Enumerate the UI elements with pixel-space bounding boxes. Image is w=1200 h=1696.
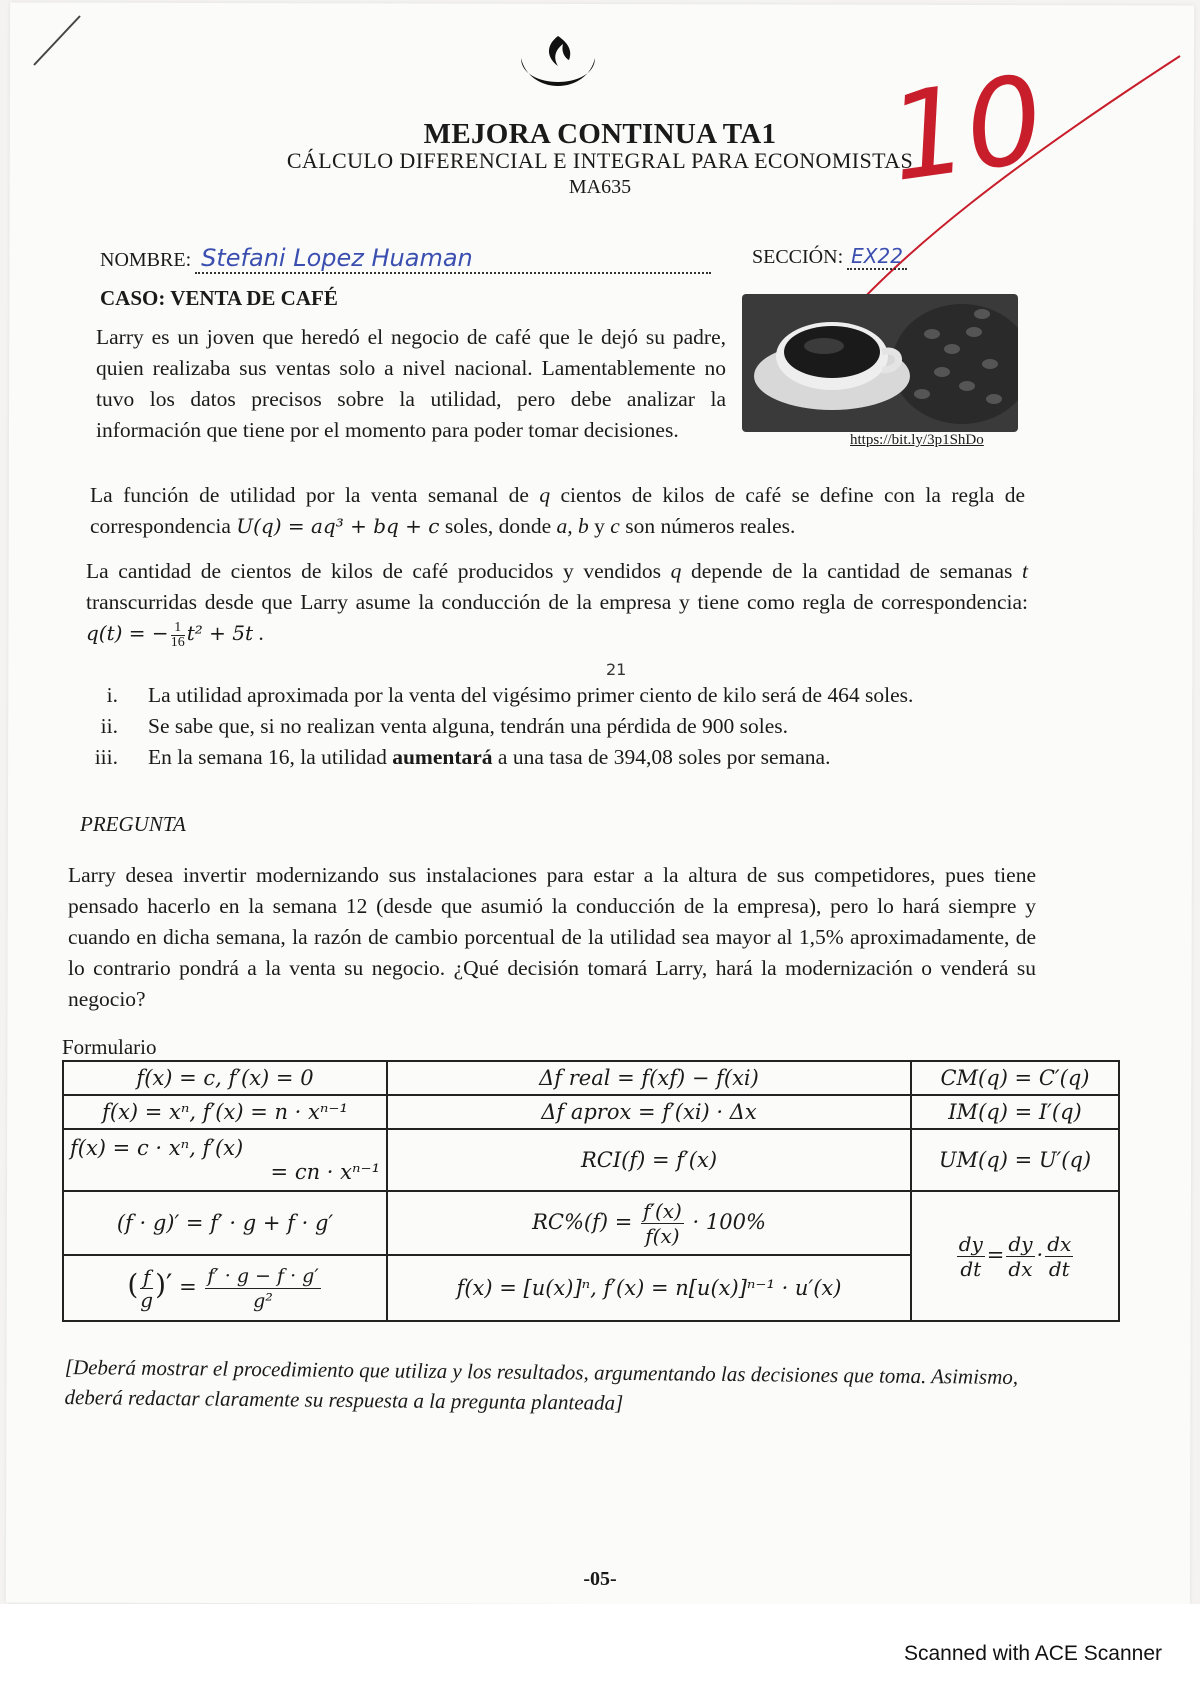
p1-vars-ab: a, b — [556, 514, 589, 538]
formula-table — [62, 1060, 1120, 1322]
p1-text-c: cientos de kilos de café se define con la regla de correspondencia — [90, 483, 1025, 538]
university-logo — [513, 28, 603, 104]
table-row — [63, 1095, 1119, 1129]
coffee-photo — [742, 294, 1018, 432]
p2-var-t: t — [1022, 559, 1029, 583]
formula-cell: RCI(f) = f′(x) — [387, 1129, 911, 1191]
p2-end: . — [252, 621, 264, 645]
doc-title: MEJORA CONTINUA TA1 — [423, 118, 777, 150]
p1-text-h: son números reales. — [619, 514, 796, 538]
p2-text-a: La cantidad de cientos de kilos de café producidos y vendidos — [86, 559, 671, 583]
name-row — [100, 244, 720, 278]
formula-cell: (f · g)′ = f′ · g + f · g′ — [63, 1191, 387, 1255]
p1-var-q: q — [539, 483, 551, 507]
fraction-1-16: $\frac{1}{16}$ — [170, 619, 185, 650]
table-row — [63, 1061, 1119, 1095]
formula-cell: CM(q) = C′(q) — [911, 1061, 1119, 1095]
formula-cell-quotient: ( $\frac{f}{g}$ )′ = $\frac{f' \cdot g - f \cdot g'}{\text{g²}}$ — [63, 1255, 387, 1321]
formula-cell-power-rule: f(x) = [u(x)]ⁿ, f′(x) = n[u(x)]ⁿ⁻¹ · u′(x) — [387, 1255, 911, 1321]
quantity-formula-a: q(t) = − — [86, 621, 169, 645]
formula-cell: UM(q) = U′(q) — [911, 1129, 1119, 1191]
utility-formula: U(q) = aq³ + bq + c — [236, 514, 440, 538]
formula-cell: IM(q) = I′(q) — [911, 1095, 1119, 1129]
question-heading: PREGUNTA — [80, 812, 186, 836]
table-row — [63, 1191, 1119, 1255]
formula-cell: Δf aprox = f′(xi) · Δx — [387, 1095, 911, 1129]
formula-cell-chain-rule: $\frac{dy}{dt}$ = $\frac{dy}{dx}$ · $\frac{dx}{dt}$ — [911, 1191, 1119, 1321]
quantity-function-paragraph — [86, 556, 1028, 650]
p1-text-a: La función de utilidad por la venta semanal de — [90, 483, 540, 507]
list-item: iii. En la semana 16, la utilidad aumentará a una tasa de 394,08 soles por semana. — [94, 745, 831, 769]
list-item: i. La utilidad aproximada por la venta del vigésimo primer ciento de kilo será de 464 soles. — [106, 683, 914, 707]
instructions-note: [Deberá mostrar el procedimiento que utiliza y los resultados, argumentando las decisiones que toma. Asimismo, deberá redactar claramente su respuesta a la pregunta planteada] — [64, 1354, 1019, 1415]
formulario-label: Formulario — [62, 1035, 157, 1059]
name-label: NOMBRE: — [100, 249, 192, 271]
section-row — [752, 244, 972, 278]
photo-source-link[interactable]: https://bit.ly/3p1ShDo — [850, 432, 984, 448]
table-row — [63, 1129, 1119, 1191]
data-list — [78, 680, 1038, 773]
formula-cell: f(x) = c · xⁿ, f′(x) = cn · xⁿ⁻¹ — [63, 1129, 387, 1191]
p1-var-c: c — [610, 514, 620, 538]
p1-text-d: soles, donde — [439, 514, 557, 538]
course-code: MA635 — [568, 176, 632, 198]
scanner-watermark: Scanned with ACE Scanner — [904, 1642, 1162, 1665]
student-name: Stefani Lopez Huaman — [195, 244, 711, 274]
utility-function-paragraph — [90, 480, 1025, 542]
formula-cell: f(x) = xⁿ, f′(x) = n · xⁿ⁻¹ — [63, 1095, 387, 1129]
course-name: CÁLCULO DIFERENCIAL E INTEGRAL PARA ECONOMISTAS — [286, 148, 914, 173]
section-label: SECCIÓN: — [752, 246, 844, 268]
formula-cell: Δf real = f(xf) − f(xi) — [387, 1061, 911, 1095]
quantity-formula-b: t² + 5t — [186, 621, 253, 645]
question-text: Larry desea invertir modernizando sus instalaciones para estar a la altura de sus competidores, pues tiene pensado hacerlo en la semana 12 (desde que asumió la conducción de la empresa), pero lo hará siempre y cuando en dicha semana, la razón de cambio porcentual de la utilidad sea mayor al 1,5% aproximadamente, de lo contrario pondrá a la venta su negocio. ¿Qué decisión tomará Larry, hará la modernización o venderá su negocio? — [68, 863, 1036, 1011]
formula-cell: RC%(f) = $\frac{f'(x)}{f(x)}$ · 100% — [387, 1191, 911, 1255]
case-heading: CASO: VENTA DE CAFÉ — [100, 286, 338, 310]
pen-slash-mark — [28, 10, 88, 70]
p2-text-e: transcurridas desde que Larry asume la conducción de la empresa y tiene como regla de correspondencia: — [86, 590, 1028, 614]
page-number: -05- — [583, 1568, 617, 1590]
list-item: ii. Se sabe que, si no realizan venta alguna, tendrán una pérdida de 900 soles. — [100, 714, 789, 738]
handwritten-21: 21 — [606, 660, 627, 679]
formula-cell: f(x) = c, f′(x) = 0 — [63, 1061, 387, 1095]
section-value: EX22 — [847, 244, 907, 270]
p2-var-q: q — [670, 559, 682, 583]
grade-mark: 10 — [881, 50, 1052, 209]
p2-text-c: depende de la cantidad de semanas — [681, 559, 1023, 583]
case-intro: Larry es un joven que heredó el negocio de café que le dejó su padre, quien realizaba sus ventas solo a nivel nacional. Lamentablemente no tuvo los datos precisos sobre la utilidad, pero debe analizar la información que tiene por el momento para poder tomar decisiones. — [96, 325, 726, 442]
p1-text-f: y — [588, 514, 611, 538]
